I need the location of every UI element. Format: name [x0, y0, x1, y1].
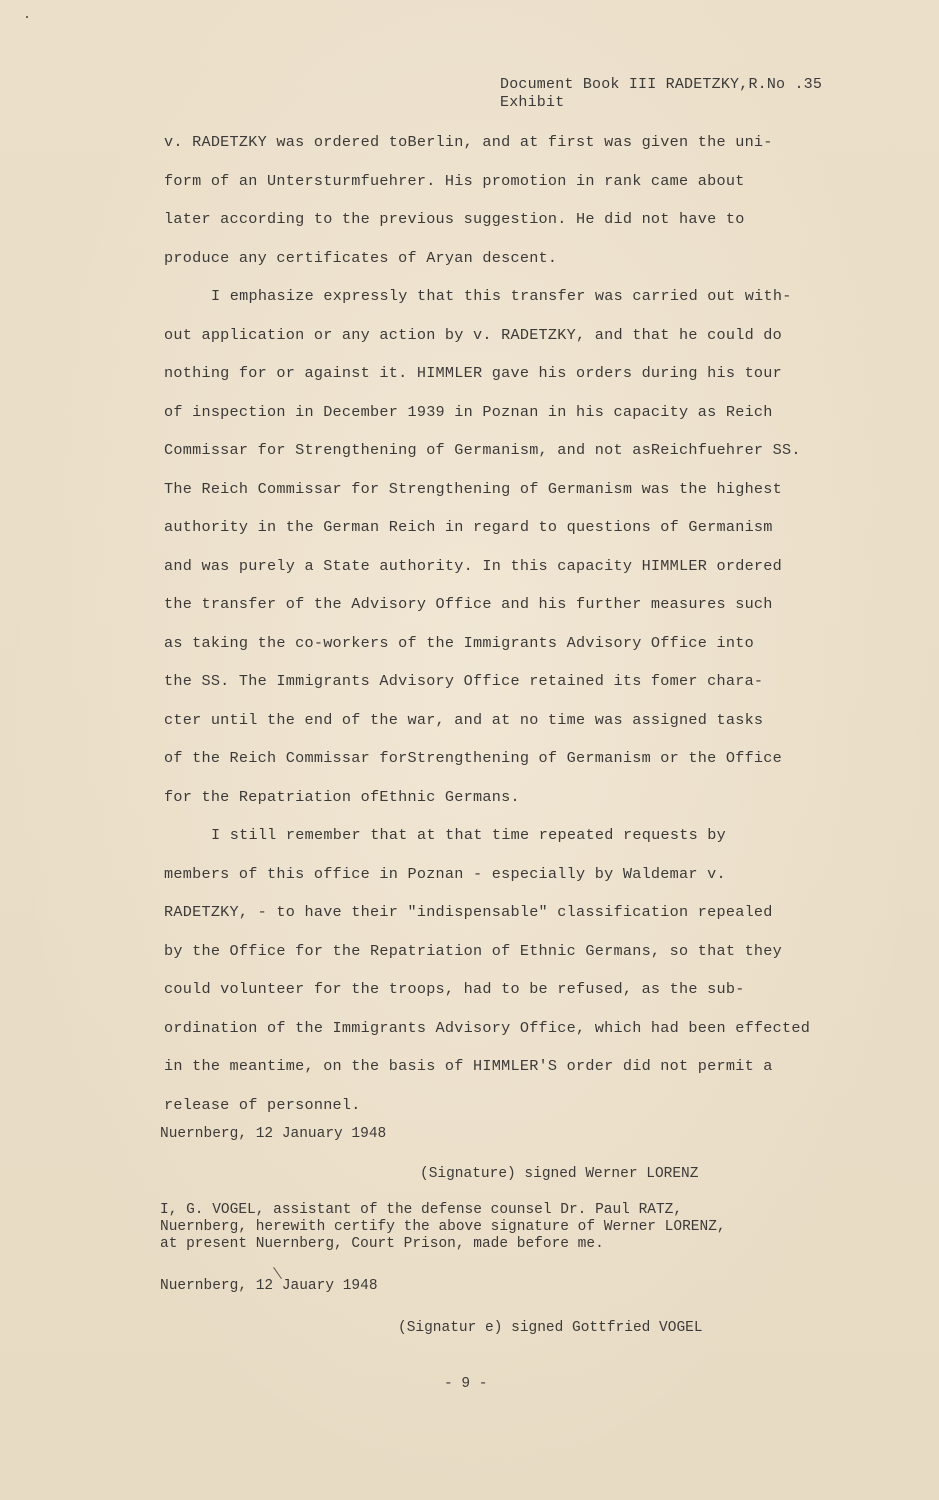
header-reference: Document Book III RADETZKY,R.No .35 — [500, 76, 823, 93]
body-line: v. RADETZKY was ordered toBerlin, and at first was given the uni- — [164, 133, 773, 151]
certification-line: at present Nuernberg, Court Prison, made before me. — [160, 1236, 604, 1252]
body-line: by the Office for the Repatriation of Ethnic Germans, so that they — [164, 941, 783, 960]
body-line: form of an Untersturmfuehrer. His promotion in rank came about — [164, 171, 745, 190]
body-line: cter until the end of the war, and at no time was assigned tasks — [164, 710, 764, 729]
place-date-1: Nuernberg, 12 January 1948 — [160, 1126, 387, 1142]
body-line: members of this office in Poznan - especially by Waldemar v. — [164, 864, 726, 883]
certification-line: I, G. VOGEL, assistant of the defense counsel Dr. Paul RATZ, — [160, 1202, 683, 1218]
body-line: as taking the co-workers of the Immigrants Advisory Office into — [164, 633, 754, 652]
body-line: out application or any action by v. RADETZKY, and that he could do — [164, 325, 783, 344]
signature-lorenz: (Signature) signed Werner LORENZ — [420, 1166, 699, 1182]
paper-speck — [26, 16, 28, 18]
body-line: release of personnel. — [164, 1095, 361, 1114]
body-line: for the Repatriation ofEthnic Germans. — [164, 787, 520, 806]
body-line: I emphasize expressly that this transfer was carried out with- — [211, 287, 792, 305]
body-line: authority in the German Reich in regard to questions of Germanism — [164, 518, 773, 536]
body-line: in the meantime, on the basis of HIMMLER'S order did not permit a — [164, 1057, 773, 1075]
body-line: could volunteer for the troops, had to be refused, as the sub- — [164, 980, 745, 998]
body-line: of the Reich Commissar forStrengthening of Germanism or the Office — [164, 749, 783, 767]
document-body — [164, 128, 844, 1129]
body-line: the transfer of the Advisory Office and his further measures such — [164, 595, 773, 613]
body-line: nothing for or against it. HIMMLER gave his orders during his tour — [164, 364, 783, 382]
body-line: and was purely a State authority. In this capacity HIMMLER ordered — [164, 556, 783, 575]
certification-block — [160, 1202, 726, 1253]
body-line: the SS. The Immigrants Advisory Office retained its fomer chara- — [164, 672, 764, 690]
body-line: later according to the previous suggestion. He did not have to — [164, 210, 745, 228]
place-date-2: Nuernberg, 12 Jauary 1948 — [160, 1278, 378, 1294]
certification-line: Nuernberg, herewith certify the above signature of Werner LORENZ, — [160, 1219, 726, 1235]
document-header — [500, 76, 822, 112]
body-line: ordination of the Immigrants Advisory Office, which had been effected — [164, 1018, 811, 1037]
page-number: - 9 - — [444, 1376, 488, 1392]
body-line: Commissar for Strengthening of Germanism, and not asReichfuehrer SS. — [164, 441, 801, 459]
body-line: The Reich Commissar for Strengthening of Germanism was the highest — [164, 479, 783, 498]
signature-vogel: (Signatur e) signed Gottfried VOGEL — [398, 1320, 703, 1336]
body-line: RADETZKY, - to have their "indispensable" classification repealed — [164, 903, 773, 921]
body-line: produce any certificates of Aryan descent. — [164, 248, 558, 267]
header-exhibit: Exhibit — [500, 94, 565, 111]
body-line: of inspection in December 1939 in Poznan in his capacity as Reich — [164, 402, 773, 421]
body-line: I still remember that at that time repeated requests by — [211, 826, 727, 844]
